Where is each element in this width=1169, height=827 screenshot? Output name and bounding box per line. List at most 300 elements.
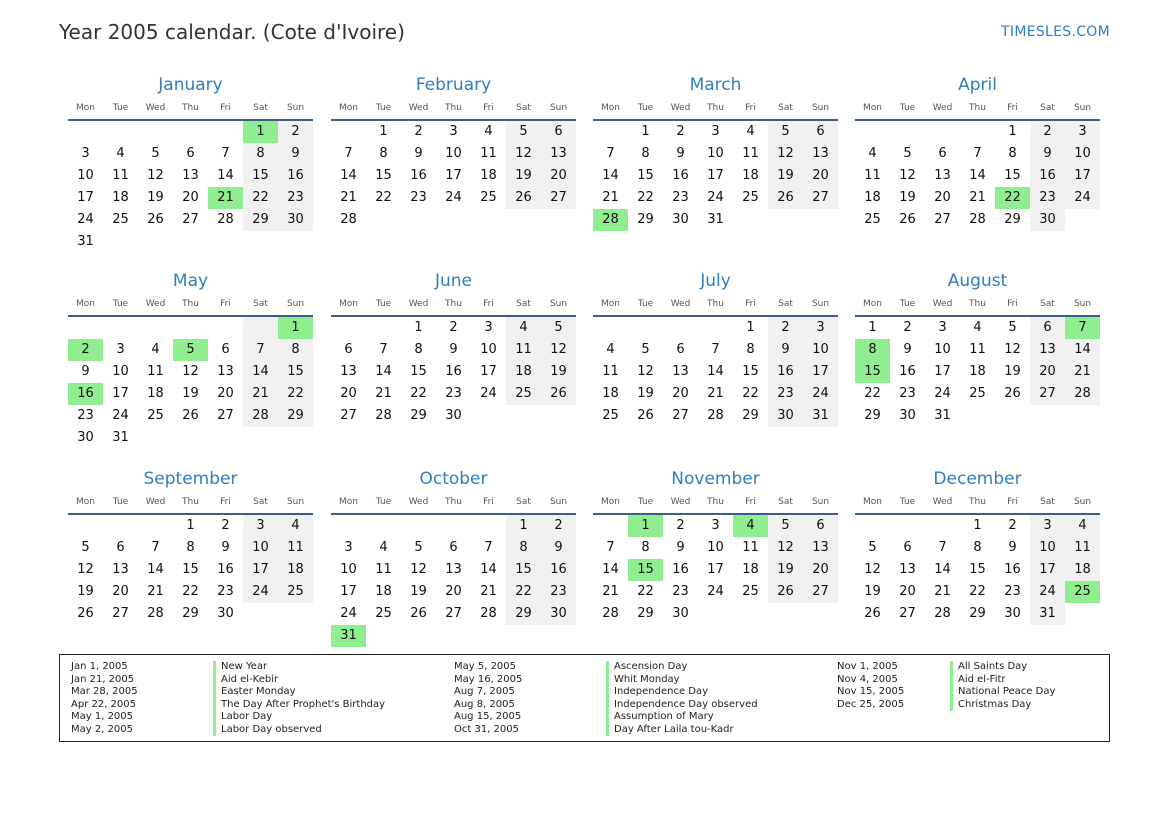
day-cell: 21 — [707, 386, 724, 401]
day-grid — [331, 317, 576, 427]
day-grid — [593, 515, 838, 625]
day-cell: 13 — [803, 537, 838, 559]
day-cell: 22 — [506, 581, 541, 603]
weekday-label: Tue — [899, 299, 916, 309]
weekday-header — [68, 491, 313, 515]
day-cell: 11 — [375, 562, 392, 577]
empty-cell — [890, 515, 925, 537]
weekday-label: Sat — [778, 497, 793, 507]
empty-cell — [890, 121, 925, 143]
day-cell: 9 — [676, 146, 685, 161]
day-grid — [331, 515, 576, 647]
day-cell: 12 — [541, 339, 576, 361]
weekday-label: Sun — [811, 103, 830, 113]
empty-cell — [471, 515, 506, 537]
day-cell: 9 — [449, 342, 458, 357]
empty-cell — [925, 515, 960, 537]
day-cell: 4 — [278, 515, 313, 537]
day-cell: 7 — [606, 540, 615, 555]
day-grid — [68, 121, 313, 253]
empty-cell — [68, 515, 103, 537]
weekday-label: Thu — [445, 497, 462, 507]
weekday-label: Wed — [932, 497, 953, 507]
weekday-header — [331, 97, 576, 121]
empty-cell — [331, 317, 366, 339]
page-title: Year 2005 calendar. (Cote d'Ivoire) — [59, 20, 405, 44]
holiday-name: Labor Day observed — [213, 724, 322, 737]
month-february — [331, 73, 576, 231]
weekday-label: Fri — [1007, 103, 1018, 113]
day-cell: 12 — [147, 168, 164, 183]
day-cell: 2 — [676, 518, 685, 533]
day-cell: 2 — [768, 317, 803, 339]
day-cell: 7 — [379, 342, 388, 357]
month-october — [331, 467, 576, 647]
legend-row — [60, 699, 1109, 712]
day-cell: 6 — [676, 342, 685, 357]
empty-cell — [68, 121, 103, 143]
day-cell: 24 — [77, 212, 94, 227]
day-cell: 3 — [1030, 515, 1065, 537]
day-cell: 13 — [934, 168, 951, 183]
day-cell: 28 — [1065, 383, 1100, 405]
weekday-label: Sun — [286, 103, 305, 113]
day-cell: 30 — [768, 405, 803, 427]
day-cell: 26 — [899, 212, 916, 227]
holiday-name: Whit Monday — [606, 674, 680, 687]
day-cell: 28 — [217, 212, 234, 227]
day-cell: 29 — [410, 408, 427, 423]
day-cell: 18 — [506, 361, 541, 383]
day-cell: 6 — [803, 121, 838, 143]
day-cell: 10 — [112, 364, 129, 379]
day-cell: 10 — [707, 146, 724, 161]
weekday-label: Mon — [863, 103, 882, 113]
day-cell: 25 — [969, 386, 986, 401]
day-cell: 5 — [81, 540, 90, 555]
day-cell: 31 — [112, 430, 129, 445]
day-cell: 15 — [969, 562, 986, 577]
weekday-label: Sun — [1073, 299, 1092, 309]
holiday-name: Independence Day observed — [606, 699, 758, 712]
holiday-day-cell: 31 — [331, 625, 366, 647]
day-cell: 27 — [217, 408, 234, 423]
day-cell: 12 — [1004, 342, 1021, 357]
day-cell: 7 — [151, 540, 160, 555]
day-cell: 4 — [151, 342, 160, 357]
day-cell: 5 — [768, 121, 803, 143]
day-cell: 28 — [480, 606, 497, 621]
empty-cell — [103, 515, 138, 537]
weekday-label: Sun — [811, 299, 830, 309]
day-cell: 22 — [182, 584, 199, 599]
holiday-date: Apr 22, 2005 — [71, 698, 137, 710]
day-cell: 30 — [278, 209, 313, 231]
day-cell: 16 — [1030, 165, 1065, 187]
day-cell: 24 — [480, 386, 497, 401]
weekday-label: Wed — [670, 497, 691, 507]
day-cell: 25 — [112, 212, 129, 227]
day-cell: 10 — [1030, 537, 1065, 559]
day-cell: 26 — [1004, 386, 1021, 401]
day-grid — [593, 317, 838, 427]
day-cell: 6 — [803, 515, 838, 537]
day-cell: 12 — [899, 168, 916, 183]
day-cell: 22 — [864, 386, 881, 401]
day-cell: 16 — [541, 559, 576, 581]
day-cell: 20 — [934, 190, 951, 205]
day-cell: 14 — [217, 168, 234, 183]
holiday-day-cell: 25 — [1065, 581, 1100, 603]
day-cell: 28 — [602, 606, 619, 621]
weekday-label: Mon — [601, 103, 620, 113]
day-cell: 4 — [973, 320, 982, 335]
day-cell: 24 — [1030, 581, 1065, 603]
day-cell: 16 — [672, 168, 689, 183]
day-cell: 15 — [506, 559, 541, 581]
day-cell: 16 — [768, 361, 803, 383]
day-cell: 27 — [112, 606, 129, 621]
day-cell: 4 — [116, 146, 125, 161]
day-cell: 11 — [969, 342, 986, 357]
day-cell: 3 — [81, 146, 90, 161]
empty-cell — [138, 515, 173, 537]
weekday-label: Wed — [408, 103, 429, 113]
holiday-name: Independence Day — [606, 686, 708, 699]
day-cell: 28 — [934, 606, 951, 621]
day-cell: 22 — [410, 386, 427, 401]
month-april — [855, 73, 1100, 231]
day-cell: 23 — [217, 584, 234, 599]
day-cell: 10 — [803, 339, 838, 361]
weekday-label: Wed — [408, 497, 429, 507]
holiday-day-cell: 16 — [68, 383, 103, 405]
day-cell: 4 — [379, 540, 388, 555]
day-cell: 29 — [969, 606, 986, 621]
day-cell: 13 — [112, 562, 129, 577]
day-cell: 21 — [969, 190, 986, 205]
day-cell: 31 — [707, 212, 724, 227]
weekday-label: Mon — [76, 299, 95, 309]
weekday-label: Sat — [778, 103, 793, 113]
day-cell: 26 — [541, 383, 576, 405]
weekday-label: Wed — [932, 103, 953, 113]
holiday-date: May 2, 2005 — [71, 723, 134, 735]
day-cell: 19 — [77, 584, 94, 599]
weekday-label: Tue — [637, 299, 654, 309]
day-cell: 25 — [742, 190, 759, 205]
holiday-date: Oct 31, 2005 — [454, 723, 519, 735]
day-cell: 31 — [803, 405, 838, 427]
weekday-label: Sat — [516, 103, 531, 113]
day-cell: 16 — [672, 562, 689, 577]
day-cell: 2 — [1030, 121, 1065, 143]
month-july — [593, 269, 838, 427]
day-cell: 3 — [711, 518, 720, 533]
day-cell: 3 — [243, 515, 278, 537]
day-cell: 1 — [973, 518, 982, 533]
empty-cell — [593, 515, 628, 537]
day-cell: 26 — [506, 187, 541, 209]
day-cell: 7 — [973, 146, 982, 161]
day-cell: 1 — [746, 320, 755, 335]
day-cell: 19 — [768, 165, 803, 187]
empty-cell — [138, 121, 173, 143]
day-cell: 13 — [340, 364, 357, 379]
weekday-label: Wed — [145, 299, 166, 309]
day-cell: 20 — [803, 165, 838, 187]
weekday-label: Wed — [145, 497, 166, 507]
day-cell: 25 — [864, 212, 881, 227]
day-cell: 19 — [506, 165, 541, 187]
weekday-label: Sun — [1073, 103, 1092, 113]
day-cell: 20 — [445, 584, 462, 599]
weekday-header — [68, 97, 313, 121]
weekday-label: Tue — [637, 497, 654, 507]
day-cell: 14 — [243, 361, 278, 383]
day-cell: 6 — [344, 342, 353, 357]
day-cell: 13 — [182, 168, 199, 183]
day-cell: 2 — [414, 124, 423, 139]
day-cell: 27 — [672, 408, 689, 423]
day-cell: 8 — [186, 540, 195, 555]
day-cell: 20 — [803, 559, 838, 581]
day-cell: 25 — [375, 606, 392, 621]
day-cell: 27 — [803, 187, 838, 209]
day-cell: 10 — [77, 168, 94, 183]
day-cell: 11 — [278, 537, 313, 559]
day-cell: 16 — [899, 364, 916, 379]
weekday-header — [593, 491, 838, 515]
day-cell: 18 — [742, 168, 759, 183]
day-cell: 12 — [77, 562, 94, 577]
day-cell: 24 — [803, 383, 838, 405]
weekday-header — [593, 293, 838, 317]
day-cell: 4 — [746, 124, 755, 139]
day-cell: 8 — [506, 537, 541, 559]
day-cell: 9 — [768, 339, 803, 361]
month-name: June — [434, 271, 473, 291]
day-cell: 4 — [484, 124, 493, 139]
day-cell: 8 — [746, 342, 755, 357]
day-cell: 5 — [641, 342, 650, 357]
day-cell: 14 — [602, 168, 619, 183]
holiday-date: May 5, 2005 — [454, 661, 517, 672]
holiday-name: Labor Day — [213, 711, 272, 724]
day-cell: 27 — [182, 212, 199, 227]
day-cell: 30 — [77, 430, 94, 445]
day-cell: 18 — [1065, 559, 1100, 581]
day-cell: 22 — [278, 383, 313, 405]
day-cell: 29 — [637, 606, 654, 621]
day-cell: 29 — [243, 209, 278, 231]
day-cell: 21 — [1065, 361, 1100, 383]
holiday-day-cell: 15 — [628, 559, 663, 581]
month-august — [855, 269, 1100, 427]
day-cell: 26 — [410, 606, 427, 621]
weekday-label: Wed — [670, 103, 691, 113]
holiday-name: The Day After Prophet's Birthday — [213, 699, 385, 712]
day-cell: 16 — [410, 168, 427, 183]
day-cell: 24 — [934, 386, 951, 401]
month-may — [68, 269, 313, 449]
weekday-label: Tue — [375, 497, 392, 507]
day-cell: 30 — [1004, 606, 1021, 621]
day-cell: 21 — [480, 584, 497, 599]
day-cell: 10 — [1065, 143, 1100, 165]
holiday-day-cell: 1 — [628, 515, 663, 537]
day-cell: 2 — [903, 320, 912, 335]
day-grid — [331, 121, 576, 231]
day-cell: 14 — [340, 168, 357, 183]
weekday-label: Tue — [112, 497, 129, 507]
weekday-label: Sat — [778, 299, 793, 309]
day-cell: 20 — [182, 190, 199, 205]
weekday-header — [593, 97, 838, 121]
day-cell: 17 — [707, 168, 724, 183]
day-cell: 25 — [602, 408, 619, 423]
day-cell: 9 — [676, 540, 685, 555]
day-cell: 15 — [410, 364, 427, 379]
day-cell: 15 — [182, 562, 199, 577]
day-cell: 5 — [541, 317, 576, 339]
day-cell: 26 — [637, 408, 654, 423]
day-cell: 7 — [938, 540, 947, 555]
day-cell: 3 — [803, 317, 838, 339]
day-cell: 18 — [864, 190, 881, 205]
weekday-label: Tue — [637, 103, 654, 113]
month-december — [855, 467, 1100, 625]
weekday-label: Sun — [286, 299, 305, 309]
weekday-header — [331, 491, 576, 515]
day-cell: 14 — [480, 562, 497, 577]
weekday-label: Fri — [220, 103, 231, 113]
legend-row — [60, 724, 1109, 737]
holiday-name: Aid el-Fitr — [950, 674, 1006, 687]
weekday-label: Wed — [145, 103, 166, 113]
weekday-label: Sun — [549, 497, 568, 507]
month-march — [593, 73, 838, 231]
weekday-label: Sat — [253, 497, 268, 507]
empty-cell — [173, 121, 208, 143]
day-cell: 4 — [606, 342, 615, 357]
day-cell: 20 — [541, 165, 576, 187]
empty-cell — [593, 317, 628, 339]
day-cell: 11 — [742, 540, 759, 555]
day-cell: 31 — [934, 408, 951, 423]
day-cell: 1 — [506, 515, 541, 537]
day-cell: 11 — [480, 146, 497, 161]
day-cell: 31 — [77, 234, 94, 249]
day-cell: 7 — [243, 339, 278, 361]
day-cell: 21 — [375, 386, 392, 401]
day-cell: 15 — [375, 168, 392, 183]
day-grid — [855, 317, 1100, 427]
day-cell: 10 — [707, 540, 724, 555]
day-cell: 13 — [899, 562, 916, 577]
day-cell: 19 — [147, 190, 164, 205]
day-cell: 16 — [217, 562, 234, 577]
weekday-label: Tue — [375, 299, 392, 309]
site-link[interactable]: TIMESLES.COM — [1001, 24, 1110, 40]
day-cell: 25 — [480, 190, 497, 205]
day-cell: 6 — [541, 121, 576, 143]
day-cell: 13 — [672, 364, 689, 379]
day-cell: 2 — [676, 124, 685, 139]
day-cell: 17 — [1065, 165, 1100, 187]
day-cell: 24 — [243, 581, 278, 603]
holiday-name: All Saints Day — [950, 661, 1027, 674]
day-cell: 21 — [602, 190, 619, 205]
empty-cell — [855, 121, 890, 143]
day-cell: 3 — [484, 320, 493, 335]
day-cell: 3 — [1065, 121, 1100, 143]
weekday-label: Mon — [339, 103, 358, 113]
day-grid — [68, 515, 313, 625]
day-cell: 28 — [147, 606, 164, 621]
weekday-label: Tue — [375, 103, 392, 113]
day-cell: 8 — [641, 540, 650, 555]
weekday-label: Fri — [745, 103, 756, 113]
day-cell: 5 — [151, 146, 160, 161]
day-cell: 18 — [969, 364, 986, 379]
weekday-label: Fri — [1007, 299, 1018, 309]
day-cell: 17 — [1030, 559, 1065, 581]
weekday-label: Tue — [112, 103, 129, 113]
day-cell: 8 — [1008, 146, 1017, 161]
holiday-day-cell: 22 — [995, 187, 1030, 209]
day-cell: 15 — [1004, 168, 1021, 183]
day-cell: 15 — [742, 364, 759, 379]
weekday-label: Mon — [601, 299, 620, 309]
month-name: November — [671, 469, 760, 489]
empty-cell — [103, 317, 138, 339]
day-cell: 28 — [375, 408, 392, 423]
weekday-label: Sat — [253, 103, 268, 113]
day-cell: 2 — [221, 518, 230, 533]
empty-cell — [243, 317, 278, 339]
month-name: March — [689, 75, 742, 95]
day-cell: 19 — [637, 386, 654, 401]
day-cell: 22 — [969, 584, 986, 599]
empty-cell — [366, 515, 401, 537]
holiday-name: Assumption of Mary — [606, 711, 714, 724]
weekday-label: Wed — [408, 299, 429, 309]
weekday-label: Tue — [899, 497, 916, 507]
holiday-date: Aug 15, 2005 — [454, 711, 522, 722]
day-cell: 18 — [147, 386, 164, 401]
month-january — [68, 73, 313, 253]
day-cell: 3 — [116, 342, 125, 357]
day-cell: 1 — [641, 124, 650, 139]
weekday-label: Sat — [1040, 497, 1055, 507]
day-cell: 27 — [445, 606, 462, 621]
empty-cell — [663, 317, 698, 339]
day-cell: 2 — [278, 121, 313, 143]
day-cell: 25 — [742, 584, 759, 599]
holiday-date: Jan 1, 2005 — [71, 661, 128, 672]
day-cell: 11 — [864, 168, 881, 183]
weekday-label: Sun — [549, 299, 568, 309]
day-grid — [855, 121, 1100, 231]
day-cell: 21 — [934, 584, 951, 599]
day-cell: 12 — [506, 143, 541, 165]
month-name: April — [958, 75, 997, 95]
day-cell: 7 — [344, 146, 353, 161]
empty-cell — [925, 121, 960, 143]
day-cell: 16 — [445, 364, 462, 379]
day-cell: 26 — [182, 408, 199, 423]
